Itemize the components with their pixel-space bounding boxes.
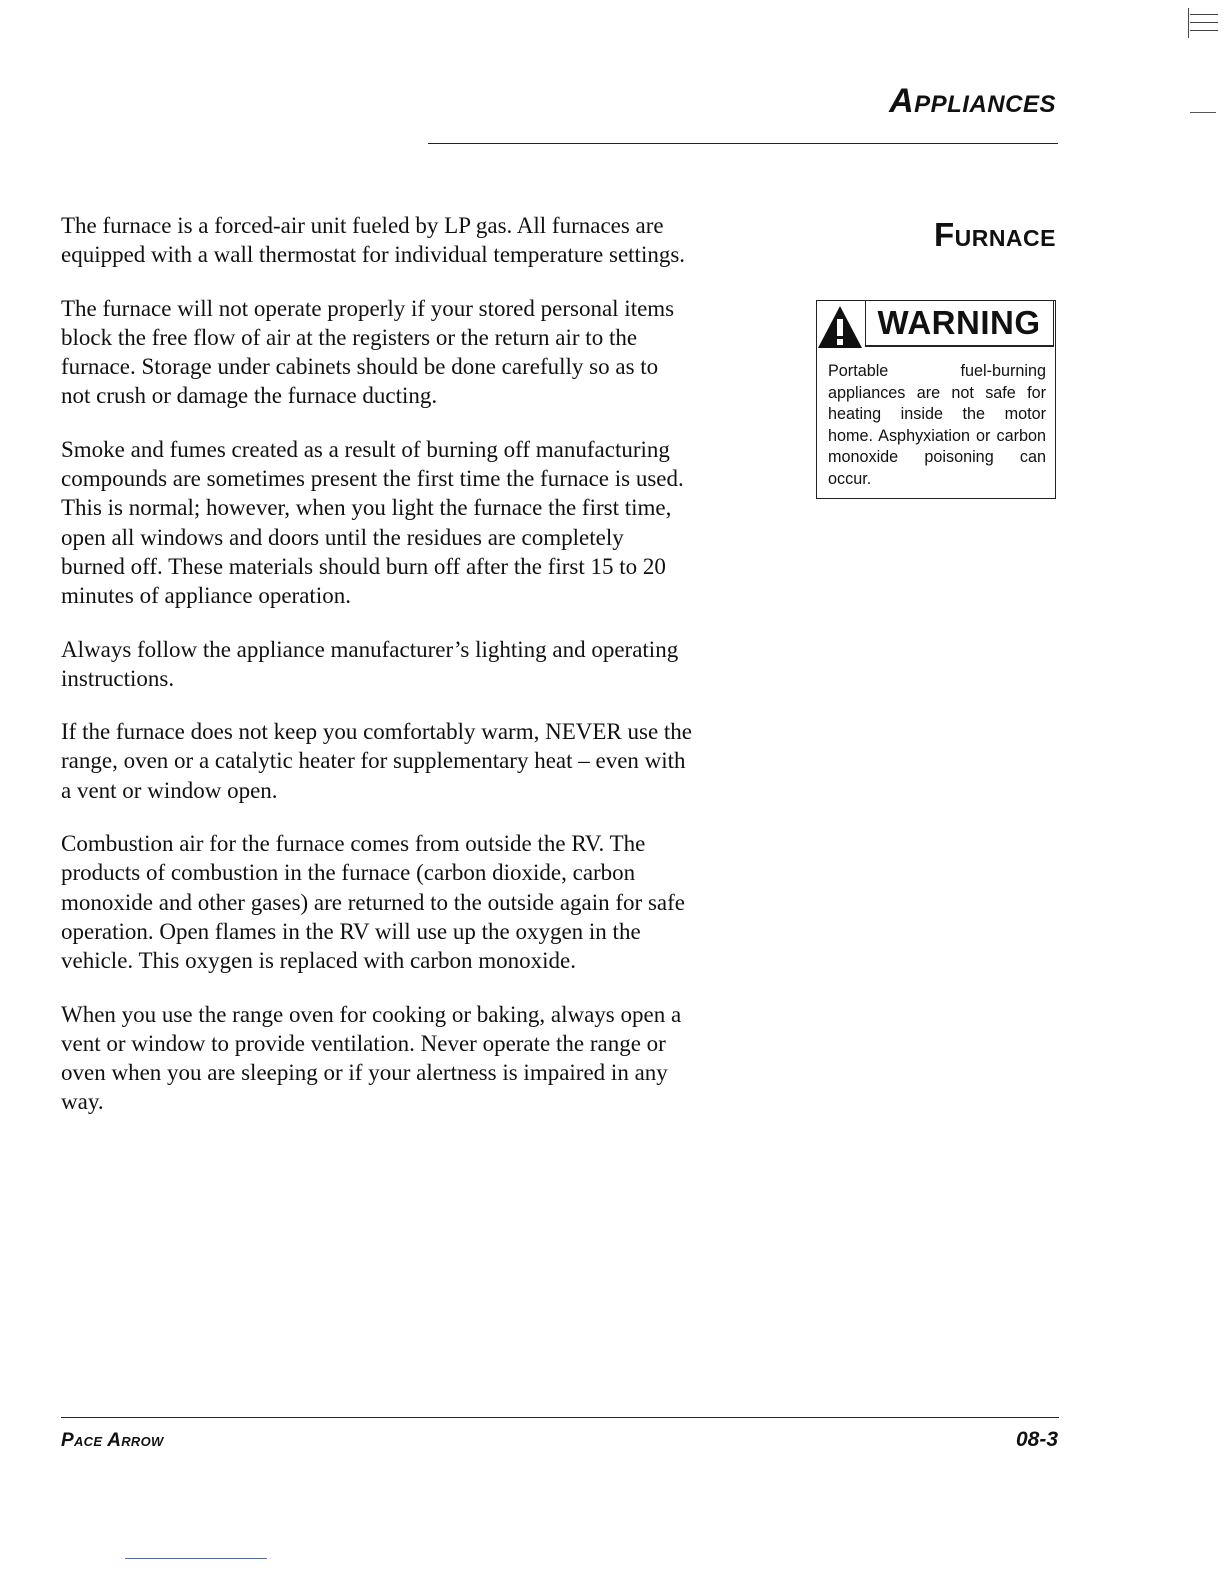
paragraph: If the furnace does not keep you comfortably warm, NEVER use the range, oven or a catalytic heater for supplementary heat – even with a vent or window open.	[61, 719, 693, 803]
paragraph: Always follow the appliance manufacturer’s lighting and operating instructions.	[61, 636, 679, 691]
warning-text: Portable fuel-burning appliances are not safe for heating inside the motor home. Asphyxiation or carbon monoxide poisoning can occur.	[828, 362, 1046, 488]
edge-mark-post	[1188, 8, 1189, 38]
body-text	[61, 211, 693, 1141]
paragraph: When you use the range oven for cooking or baking, always open a vent or window to provide ventilation. Never operate the range or oven when you are sleeping or if your alertness is impaired in any way.	[61, 1001, 682, 1115]
warning-triangle-icon	[816, 304, 864, 350]
edge-tick-mark	[1190, 112, 1216, 113]
paragraph: Combustion air for the furnace comes from outside the RV. The products of combustion in the furnace (carbon dioxide, carbon monoxide and other gases) are returned to the outside again for safe operation. Open flames in the RV will use up the oxygen in the vehicle. This oxygen is replaced with carbon monoxide.	[61, 831, 685, 974]
warning-label: WARNING	[865, 300, 1054, 347]
paragraph: The furnace is a forced-air unit fueled by LP gas. All furnaces are equipped with a wall thermostat for individual temperature settings.	[61, 213, 686, 268]
paragraph: The furnace will not operate properly if your stored personal items block the free flow of air at the registers or the return air to the furnace. Storage under cabinets should be done carefully so as to not crush or damage the furnace ducting.	[61, 295, 675, 409]
edge-mark-bar	[1190, 14, 1218, 15]
edge-mark-bar	[1190, 22, 1218, 23]
scan-artifact-line	[125, 1558, 267, 1559]
paragraph: Smoke and fumes created as a result of burning off manufacturing compounds are sometimes present the first time the furnace is used. This is normal; however, when you light the furnace the first time, open all windows and doors until the residues are completely burned off. These materials should burn off after the first 15 to 20 minutes of appliance operation.	[61, 436, 684, 609]
section-title: Furnace	[933, 216, 1056, 253]
warning-box	[816, 300, 1056, 499]
edge-registration-marks	[1184, 8, 1218, 38]
header-rule	[428, 143, 1058, 144]
chapter-title: Appliances	[889, 82, 1056, 120]
footer-brand: Pace Arrow	[61, 1430, 164, 1451]
warning-header	[816, 300, 1056, 352]
footer-rule	[61, 1417, 1059, 1418]
edge-mark-bar	[1190, 30, 1218, 31]
page-number: 08-3	[1015, 1428, 1058, 1451]
